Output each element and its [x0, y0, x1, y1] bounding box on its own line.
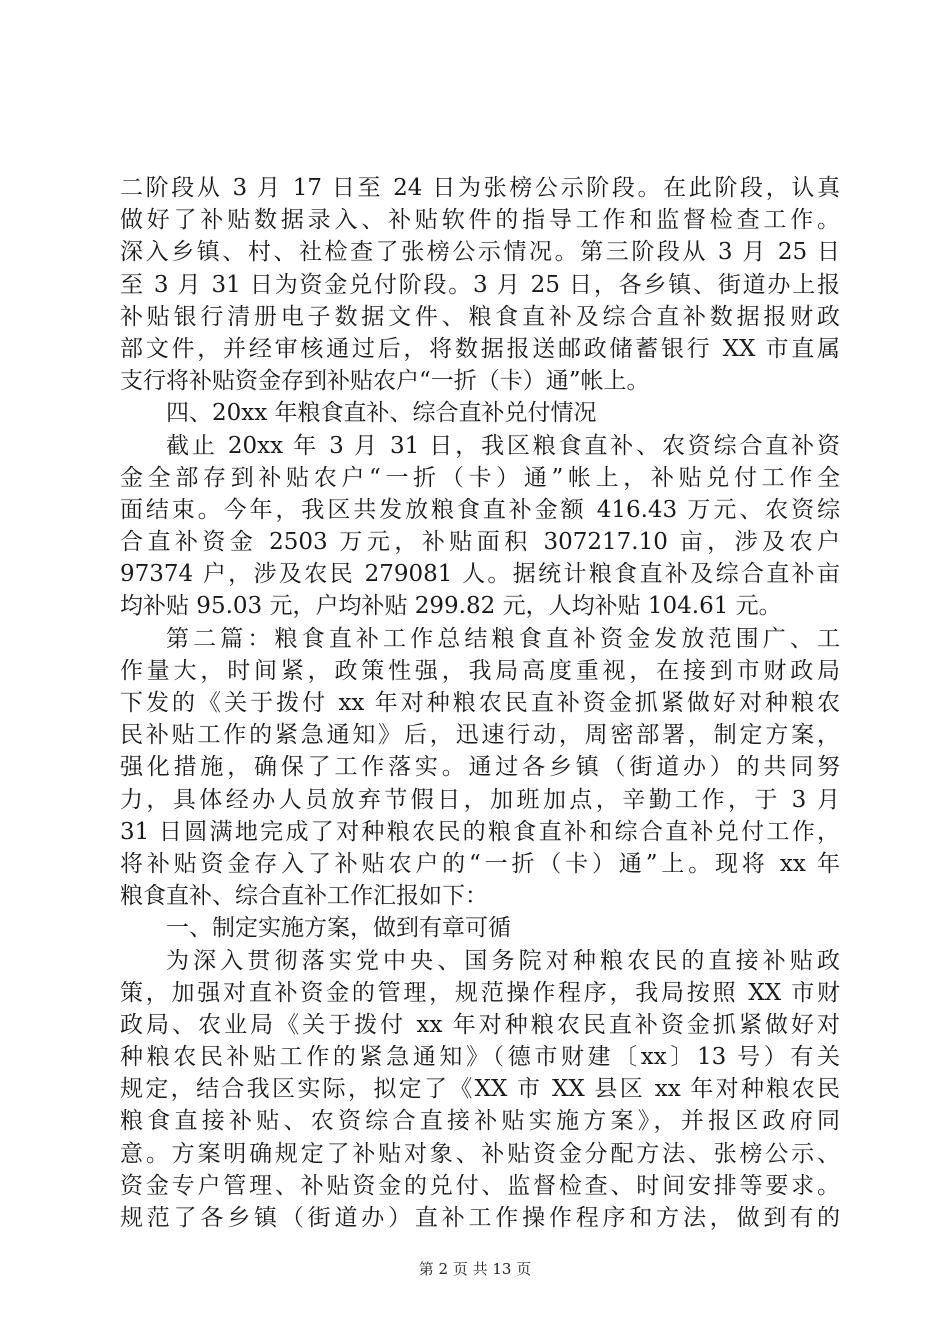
text-line: 政局、农业局《关于拨付 xx 年对种粮农民直补资金抓紧做好对	[120, 1011, 840, 1038]
text-line: 第二篇：粮食直补工作总结粮食直补资金发放范围广、工	[166, 625, 840, 652]
text-line: 一、制定实施方案，做到有章可循	[166, 915, 511, 942]
text-line: 将补贴资金存入了补贴农户的“一折（卡）通”上。现将 xx 年	[120, 850, 840, 877]
text-line: 面结束。今年，我区共发放粮食直补金额 416.43 万元、农资综	[120, 496, 840, 523]
text-line: 31 日圆满地完成了对种粮农民的粮食直补和综合直补兑付工作，	[120, 818, 840, 845]
text-line: 粮食直补、综合直补工作汇报如下：	[120, 883, 488, 910]
text-line: 强化措施，确保了工作落实。通过各乡镇（街道办）的共同努	[120, 754, 840, 781]
text-line: 规定，结合我区实际，拟定了《XX 市 XX 县区 xx 年对种粮农民	[120, 1076, 840, 1103]
text-line: 97374 户，涉及农民 279081 人。据统计粮食直补及综合直补亩	[120, 561, 840, 588]
text-line: 至 3 月 31 日为资金兑付阶段。3 月 25 日，各乡镇、街道办上报	[120, 271, 840, 298]
text-line: 粮食直接补贴、农资综合直接补贴实施方案》，并报区政府同	[120, 1108, 840, 1135]
text-line: 规范了各乡镇（街道办）直补工作操作程序和方法，做到有的	[120, 1205, 840, 1231]
text-line: 种粮农民补贴工作的紧急通知》（德市财建〔xx〕13 号）有关	[120, 1044, 840, 1071]
text-line: 做好了补贴数据录入、补贴软件的指导工作和监督检查工作。	[120, 207, 840, 234]
text-line: 补贴银行清册电子数据文件、粮食直补及综合直补数据报财政	[120, 303, 840, 330]
text-line: 为深入贯彻落实党中央、国务院对种粮农民的直接补贴政	[166, 947, 840, 974]
text-line: 作量大，时间紧，政策性强，我局高度重视，在接到市财政局	[120, 657, 840, 684]
text-line: 部文件，并经审核通过后，将数据报送邮政储蓄银行 XX 市直属	[120, 335, 840, 362]
text-line: 二阶段从 3 月 17 日至 24 日为张榜公示阶段。在此阶段，认真	[120, 175, 840, 201]
text-line: 民补贴工作的紧急通知》后，迅速行动，周密部署，制定方案，	[120, 722, 840, 749]
text-line: 力，具体经办人员放弃节假日，加班加点，辛勤工作，于 3 月	[120, 786, 840, 813]
text-line: 资金专户管理、补贴资金的兑付、监督检查、时间安排等要求。	[120, 1172, 840, 1199]
text-line: 金全部存到补贴农户“一折（卡）通”帐上，补贴兑付工作全	[120, 464, 840, 491]
document-body	[120, 172, 840, 1234]
text-line: 均补贴 95.03 元，户均补贴 299.82 元，人均补贴 104.61 元。	[120, 593, 782, 620]
text-line: 截止 20xx 年 3 月 31 日，我区粮食直补、农资综合直补资	[166, 432, 840, 459]
text-line: 合直补资金 2503 万元，补贴面积 307217.10 亩，涉及农户	[120, 529, 840, 556]
text-line: 策，加强对直补资金的管理，规范操作程序，我局按照 XX 市财	[120, 979, 840, 1006]
text-line: 支行将补贴资金存到补贴农户“一折（卡）通”帐上。	[120, 368, 650, 395]
text-line: 下发的《关于拨付 xx 年对种粮农民直补资金抓紧做好对种粮农	[120, 690, 840, 716]
page-number: 第 2 页 共 13 页	[418, 1260, 532, 1278]
page-footer	[0, 1258, 950, 1279]
text-line: 四、20xx 年粮食直补、综合直补兑付情况	[166, 400, 597, 427]
text-line: 深入乡镇、村、社检查了张榜公示情况。第三阶段从 3 月 25 日	[120, 239, 840, 266]
text-line: 意。方案明确规定了补贴对象、补贴资金分配方法、张榜公示、	[120, 1140, 840, 1167]
